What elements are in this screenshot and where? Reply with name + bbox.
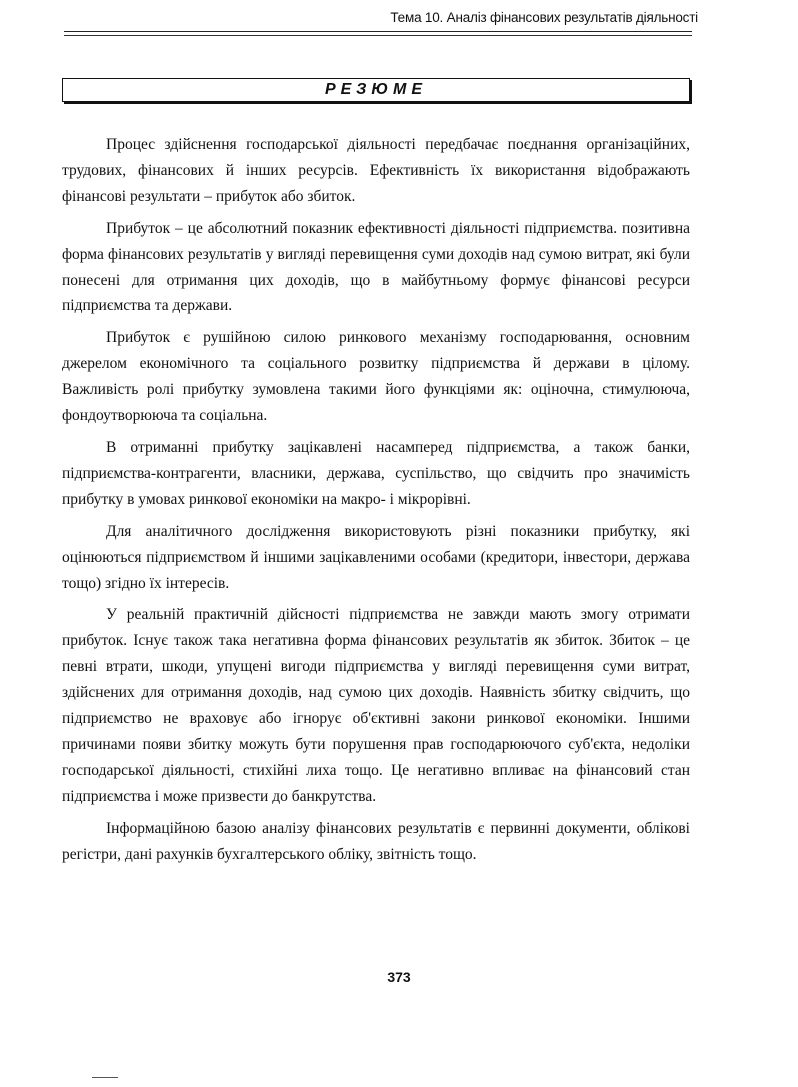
- paragraph: Прибуток є рушійною силою ринкового механізму господарювання, основним джерелом економічного та соціального розвитку підприємства й держави в цілому. Важливість ролі прибутку зумовлена такими його функціями як: оціночна, стимулююча, фондоутворююча та соціальна.: [62, 329, 690, 425]
- paragraph: Для аналітичного дослідження використовують різні показники прибутку, які оцінюються підприємством й іншими зацікавленими особами (кредитори, інвестори, держава тощо) згідно їх інтересів.: [62, 522, 690, 592]
- section-title-box: [62, 78, 690, 102]
- page-number: 373: [387, 969, 411, 985]
- paragraph: Інформаційною базою аналізу фінансових результатів є первинні документи, облікові регістри, дані рахунків бухгалтерського обліку, звітність тощо.: [62, 819, 690, 863]
- paragraph: У реальній практичній дійсності підприємства не завжди мають змогу отримати прибуток. Існує також така негативна форма фінансових результатів як збиток. Збиток – це певні втрати, шкоди, упущені вигоди підприємства у вигляді перевищення суми витрат, здійснених для отримання доходів, над сумою цих доходів. Наявність збитку свідчить, що підприємство не враховує або ігнорує об'єктивні закони ринкової економіки. Іншими причинами появи збитку можуть бути порушення прав господарюючого суб'єкта, недоліки господарської діяльності, стихійні лиха тощо. Це негативно впливає на фінансовий стан підприємства і може призвести до банкрутства.: [62, 606, 690, 805]
- paragraph: Прибуток – це абсолютний показник ефективності діяльності підприємства. позитивна форма фінансових результатів у вигляді перевищення суми доходів над сумою витрат, які були понесені для отримання цих доходів, що в майбутньому формує фінансові ресурси підприємства та держави.: [62, 219, 690, 315]
- body-text: [62, 132, 690, 873]
- header-rule: [64, 31, 692, 32]
- scan-mark: [92, 1077, 118, 1078]
- running-header: Тема 10. Аналіз фінансових результатів діяльності: [390, 10, 698, 25]
- paragraph: Процес здійснення господарської діяльності передбачає поєднання організаційних, трудових, фінансових й інших ресурсів. Ефективність їх використання відображають фінансові результати – прибуток або збиток.: [62, 136, 690, 205]
- header-rule-secondary: [64, 35, 692, 36]
- paragraph: В отриманні прибутку зацікавлені насамперед підприємства, а також банки, підприємства-контрагенти, власники, держава, суспільство, що свідчить про значимість прибутку в умовах ринкової економіки на макро- і мікрорівні.: [62, 438, 690, 508]
- section-title: РЕЗЮМЕ: [324, 81, 428, 98]
